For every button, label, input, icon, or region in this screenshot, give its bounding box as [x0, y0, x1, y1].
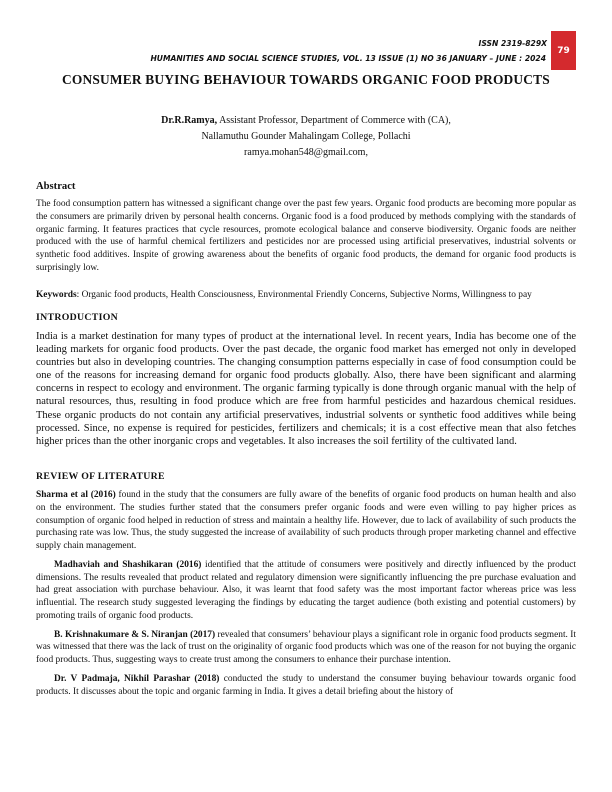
author-name: Dr.R.Ramya,: [161, 115, 218, 126]
review-text: found in the study that the consumers are fully aware of the benefits of organic food products on human health and also on the environment. The studies further stated that the consumers prefer organic foods and were even willing to pay higher prices as consumption of organic food helped in reduction of stress and maintain a healthy life. However, due to lack of availability of such products the purchasing rate was low. Thus, the study suggested the increase of availability of such products through proper marketing channel and effective supply chain management.: [36, 490, 576, 551]
abstract-text: The food consumption pattern has witnessed a significant change over the past few years. Organic food products are becoming more popular as the consumers are primarily driven by personal health concerns. Organic food is a food produced by methods complying with the standards of organic farming. It features practices that cycle resources, promote ecological balance and conserve biodiversity. Organic foods are neither produced with the use of harmful chemical fertilizers and pesticides nor are processed using artificial preservatives, industrial solvents or synthetic food additives. Inspite of growing awareness about the benefits of organic food products, the demand for organic food products is surprisingly low.: [36, 199, 576, 273]
review-citation: Dr. V Padmaja, Nikhil Parashar (2018): [54, 673, 220, 684]
keywords-text: : Organic food products, Health Consciousness, Environmental Friendly Concerns, Subjective Norms, Willingness to pay: [76, 290, 532, 300]
review-text: revealed that consumers’ behaviour plays a significant role in organic food products segment. It was witnessed that there was the lack of trust on the originality of organic food products which was one of the reason for not buying the organic food products. Thus, suggesting ways to create trust among the consumers to enhance their purchase intention.: [36, 629, 576, 665]
keywords-line: [36, 289, 576, 302]
review-citation: Madhaviah and Shashikaran (2016): [54, 559, 202, 570]
review-body: [36, 489, 576, 704]
review-heading: REVIEW OF LITERATURE: [36, 471, 165, 482]
page-number-badge: [551, 31, 576, 70]
abstract-heading: Abstract: [36, 181, 76, 192]
review-entry: [36, 489, 576, 553]
author-block: [0, 113, 612, 161]
review-text: identified that the attitude of consumers were positively and directly influenced by the product dimensions. The results revealed that product related and regulatory dimension were significantly influencing the pre purchase evaluation and had great association with purchase behaviour. Also, it was learnt that food safety was the most important factor whereas price was less influential. The research study suggested leveraging the findings by educating the target audience (both existing and potential customers) by promoting trails of organic food products.: [36, 559, 576, 621]
keywords-label: Keywords: [36, 290, 77, 300]
author-line: [0, 113, 612, 129]
journal-citation: HUMANITIES AND SOCIAL SCIENCE STUDIES, VOL. 13 ISSUE (1) NO 36 JANUARY – JUNE : 2024: [150, 54, 546, 63]
review-text: conducted the study to understand the consumer buying behaviour towards organic food products. It discusses about the topic and organic farming in India. It gives a detail briefing about the history of: [36, 673, 576, 697]
page-number: 79: [557, 45, 570, 56]
paper-title: CONSUMER BUYING BEHAVIOUR TOWARDS ORGANIC FOOD PRODUCTS: [62, 72, 550, 87]
review-entry: [36, 673, 576, 699]
review-entry: [36, 629, 576, 667]
issn-label: ISSN 2319-829X: [478, 39, 547, 48]
review-entry: [36, 559, 576, 623]
review-citation: B. Krishnakumare & S. Niranjan (2017): [54, 629, 216, 640]
author-affiliation: Nallamuthu Gounder Mahalingam College, Pollachi: [201, 131, 411, 142]
introduction-heading: INTRODUCTION: [36, 312, 118, 323]
author-role: Assistant Professor, Department of Commerce with (CA),: [217, 115, 451, 126]
author-email[interactable]: ramya.mohan548@gmail.com,: [244, 147, 368, 158]
introduction-text: India is a market destination for many types of product at the international level. In recent years, India has become one of the leading markets for organic food products. Over the past decade, the organic food market has emerged not only in developed countries but also in developing countries. The changing consumption patterns especially in case of food consumption could be one of the reasons for increasing demand for organic food products globally. Also, there have been significant and alarming concerns in respect to ecology and environment. The organic farming typically is done through organic manual with the help of natural resources, thus, resulting in food produce which are free from harmful pesticides and hazardous chemical residues. These organic products do not contain any artificial preservatives, industrial solvents or synthetic food additives while being processed. Since, no expense is required for pesticides, fertilizers and chemicals; it is a cost effective mean that also fetches higher prices than the other inorganic crops and vegetables. It also increases the soil fertility of the cultivated land.: [36, 331, 576, 447]
review-citation: Sharma et al (2016): [36, 490, 116, 500]
